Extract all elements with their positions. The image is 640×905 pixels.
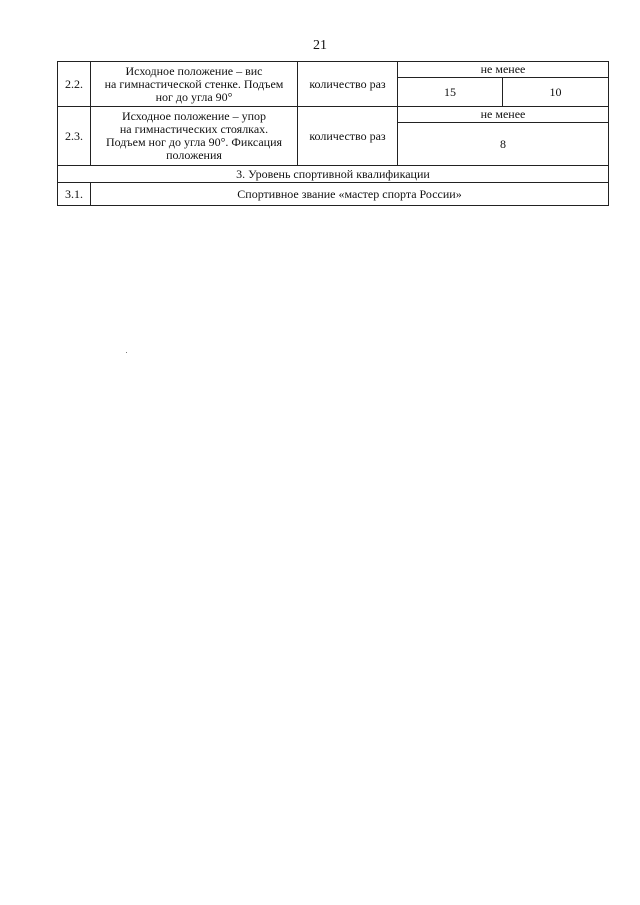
table-row-3-1 bbox=[58, 183, 609, 206]
unit-cell: количество раз bbox=[298, 107, 398, 166]
table-row-2-3 bbox=[58, 107, 609, 123]
table-row-2-2 bbox=[58, 62, 609, 78]
scan-speck bbox=[126, 352, 127, 353]
qualification-text: Спортивное звание «мастер спорта России» bbox=[91, 183, 609, 206]
section-title: 3. Уровень спортивной квалификации bbox=[58, 166, 609, 183]
norm-header: не менее bbox=[398, 107, 609, 123]
section-header-row bbox=[58, 166, 609, 183]
unit-cell: количество раз bbox=[298, 62, 398, 107]
value-cell: 10 bbox=[503, 78, 609, 107]
exercise-line: Исходное положение – вис bbox=[125, 63, 263, 78]
exercise-line: Исходное положение – упор bbox=[121, 109, 267, 123]
value-cell: 8 bbox=[398, 123, 609, 166]
exercise-line: Подъем ног до угла 90°. Фиксация bbox=[105, 135, 283, 149]
value-cell: 15 bbox=[398, 78, 503, 107]
row-number: 2.3. bbox=[58, 107, 91, 166]
page-number: 21 bbox=[313, 38, 327, 53]
exercise-line: ног до угла 90° bbox=[155, 89, 233, 104]
exercise-line: на гимнастической стенке. Подъем bbox=[104, 76, 284, 91]
row-number: 2.2. bbox=[58, 62, 91, 107]
exercise-line: на гимнастических стоялках. bbox=[119, 122, 269, 136]
exercise-description bbox=[91, 107, 298, 166]
row-number: 3.1. bbox=[58, 183, 91, 206]
exercise-description bbox=[91, 62, 298, 107]
norm-header: не менее bbox=[398, 62, 609, 78]
norms-table bbox=[57, 61, 609, 206]
exercise-line: положения bbox=[166, 148, 222, 162]
